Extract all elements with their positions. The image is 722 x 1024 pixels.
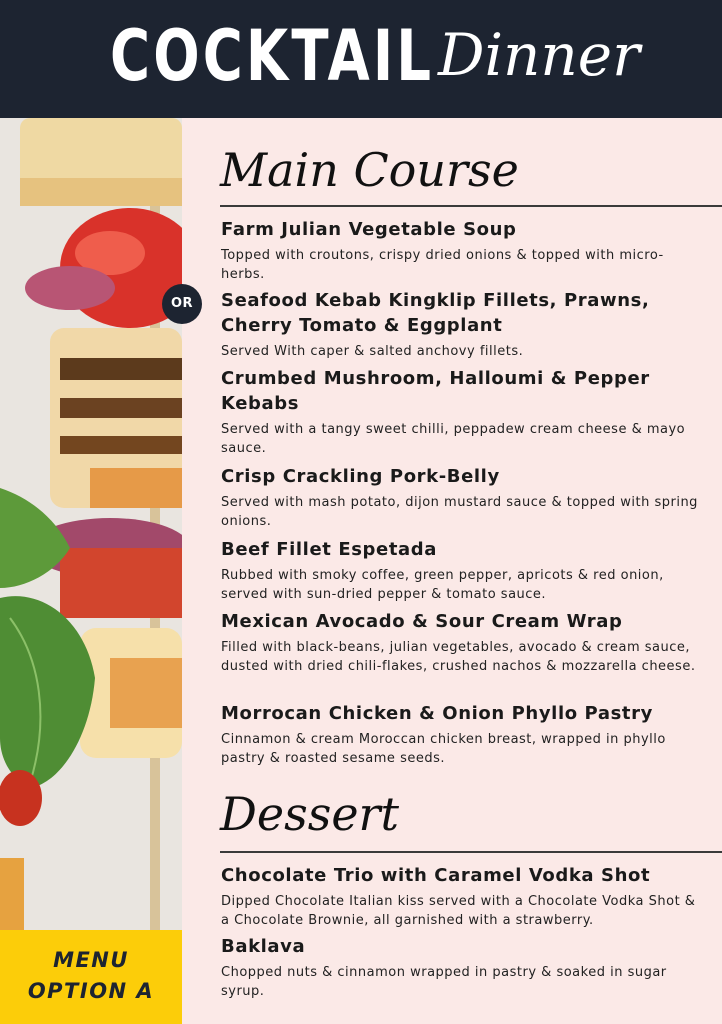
menu-tag-line1: MENU: [53, 948, 129, 972]
menu-tag-line2: OPTION A: [27, 979, 155, 1003]
dish-description: Filled with black-beans, julian vegetables, avocado & cream sauce, dusted with dried chili-flakes, crushed nachos & mozzarella cheese.: [221, 640, 696, 674]
dish-item: [221, 701, 701, 768]
dish-item: [221, 217, 701, 284]
dish-item: [221, 288, 701, 361]
dish-description: Rubbed with smoky coffee, green pepper, apricots & red onion, served with sun-dried pepper & tomato sauce.: [221, 568, 664, 602]
dish-name: Morrocan Chicken & Onion Phyllo Pastry: [221, 703, 653, 724]
dessert-divider: [220, 851, 722, 853]
dish-name: Farm Julian Vegetable Soup: [221, 219, 517, 240]
title-main: COCKTAIL: [110, 15, 435, 97]
dish-description: Served With caper & salted anchovy fillets.: [221, 344, 524, 359]
dish-name: Seafood Kebab Kingklip Fillets, Prawns, Cherry Tomato & Eggplant: [221, 290, 650, 336]
food-photo: [0, 118, 182, 930]
dish-description: Served with mash potato, dijon mustard sauce & topped with spring onions.: [221, 495, 698, 529]
dish-item: [221, 863, 701, 930]
dish-item: [221, 464, 701, 531]
dish-item: [221, 537, 701, 604]
dish-description: Cinnamon & cream Moroccan chicken breast, wrapped in phyllo pastry & roasted sesame seeds.: [221, 732, 666, 766]
dish-name: Crisp Crackling Pork-Belly: [221, 466, 500, 487]
main-course-title: Main Course: [220, 143, 519, 197]
or-badge: OR: [162, 284, 202, 324]
menu-option-tag: [0, 930, 182, 1024]
dish-description: Topped with croutons, crispy dried onions & topped with micro-herbs.: [221, 248, 664, 282]
dish-name: Crumbed Mushroom, Halloumi & Pepper Kebabs: [221, 368, 650, 414]
dish-name: Baklava: [221, 936, 306, 957]
title-script: Dinner: [438, 21, 640, 89]
dish-name: Chocolate Trio with Caramel Vodka Shot: [221, 865, 651, 886]
dish-name: Beef Fillet Espetada: [221, 539, 438, 560]
header-banner: [0, 0, 722, 118]
dish-item: [221, 934, 701, 1001]
dessert-title: Dessert: [220, 787, 400, 841]
main-course-divider: [220, 205, 722, 207]
dish-description: Served with a tangy sweet chilli, peppadew cream cheese & mayo sauce.: [221, 422, 686, 456]
dish-name: Mexican Avocado & Sour Cream Wrap: [221, 611, 623, 632]
dish-item: [221, 609, 701, 676]
dish-description: Dipped Chocolate Italian kiss served with a Chocolate Vodka Shot & a Chocolate Brownie, all garnished with a strawberry.: [221, 894, 696, 928]
dish-description: Chopped nuts & cinnamon wrapped in pastry & soaked in sugar syrup.: [221, 965, 667, 999]
dish-item: [221, 366, 701, 458]
